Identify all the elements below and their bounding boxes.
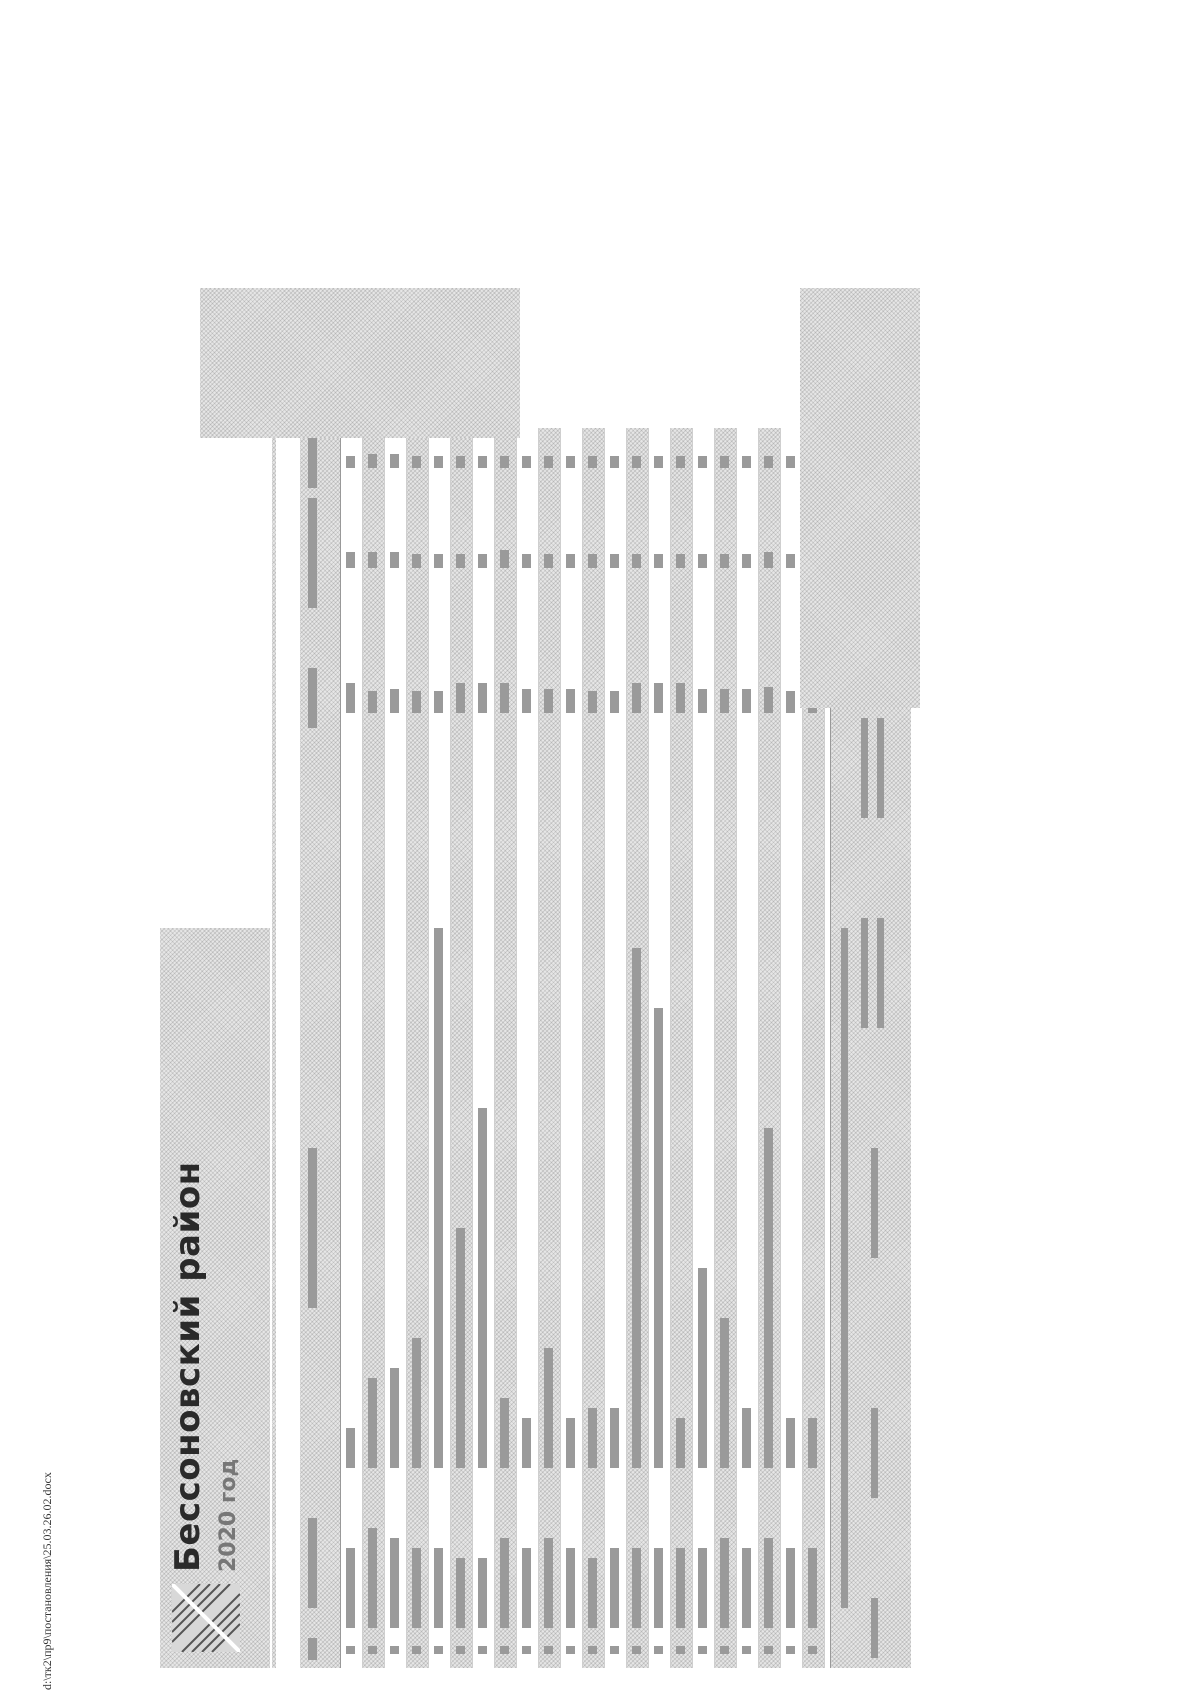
table-row bbox=[451, 428, 473, 1668]
header-band bbox=[160, 928, 270, 1668]
table-row bbox=[341, 428, 363, 1668]
table-row bbox=[407, 428, 429, 1668]
table-row bbox=[627, 428, 649, 1668]
table-header bbox=[300, 428, 341, 1668]
table-row bbox=[605, 428, 627, 1668]
medical-units-table bbox=[300, 428, 825, 1668]
rotated-document bbox=[160, 268, 1000, 1668]
table-row bbox=[671, 428, 693, 1668]
footer-file-path: d:\тк2\пр9\постановления\25.03.26.02.docx bbox=[40, 1472, 54, 1690]
table-row bbox=[385, 428, 407, 1668]
table-row bbox=[517, 428, 539, 1668]
table-row bbox=[473, 428, 495, 1668]
document-title: Бессоновский район bbox=[168, 1161, 208, 1572]
table-row bbox=[363, 428, 385, 1668]
title-underline bbox=[272, 428, 276, 1668]
table-row bbox=[583, 428, 605, 1668]
table-row bbox=[737, 428, 759, 1668]
table-row bbox=[495, 428, 517, 1668]
table-row bbox=[539, 428, 561, 1668]
table-row bbox=[715, 428, 737, 1668]
corner-shading bbox=[200, 288, 520, 438]
lower-right-shading bbox=[800, 288, 920, 708]
document-year: 2020 год bbox=[216, 1458, 241, 1572]
table-row bbox=[561, 428, 583, 1668]
table-row bbox=[649, 428, 671, 1668]
district-logo-icon bbox=[172, 1584, 240, 1652]
table-row bbox=[429, 428, 451, 1668]
table-row bbox=[759, 428, 781, 1668]
table-row bbox=[693, 428, 715, 1668]
